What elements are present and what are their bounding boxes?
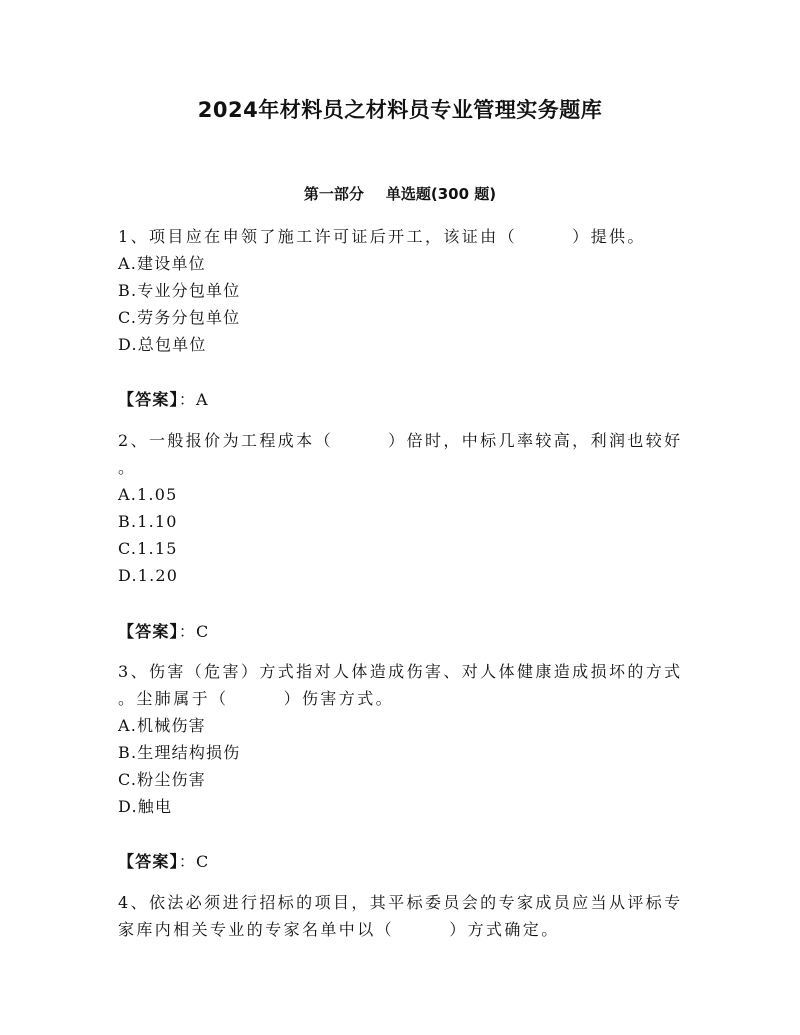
question-4-stem-line-2: 家库内相关专业的专家名单中以（ ）方式确定。 bbox=[118, 920, 560, 939]
section-name: 单选题(300 题) bbox=[385, 185, 497, 203]
answer-value: ：C bbox=[178, 622, 210, 641]
question-1-option-c: C.劳务分包单位 bbox=[118, 308, 241, 327]
question-3-option-a: A.机械伤害 bbox=[118, 716, 206, 735]
document-title: 2024年材料员之材料员专业管理实务题库 bbox=[197, 98, 603, 122]
answer-value: ：A bbox=[178, 390, 209, 409]
question-2-option-b: B.1.10 bbox=[118, 512, 178, 531]
section-part: 第一部分 bbox=[303, 185, 364, 203]
question-2-stem-line-1: 2、一般报价为工程成本（ ）倍时，中标几率较高，利润也较好 bbox=[118, 431, 683, 450]
question-2-stem-line-2: 。 bbox=[118, 458, 136, 477]
question-1-option-d: D.总包单位 bbox=[118, 335, 207, 354]
question-3-answer bbox=[118, 850, 209, 874]
section-title bbox=[0, 183, 800, 205]
question-2-option-a: A.1.05 bbox=[118, 485, 178, 504]
question-4-stem-line-1: 4、依法必须进行招标的项目，其平标委员会的专家成员应当从评标专 bbox=[118, 893, 683, 912]
question-1-option-b: B.专业分包单位 bbox=[118, 281, 241, 300]
question-3-option-d: D.触电 bbox=[118, 797, 173, 816]
question-1-answer bbox=[118, 388, 209, 412]
question-2-option-c: C.1.15 bbox=[118, 539, 178, 558]
question-3-stem-line-2: 。尘肺属于（ ）伤害方式。 bbox=[118, 689, 395, 708]
answer-label: 【答案】 bbox=[118, 852, 179, 871]
question-3-option-c: C.粉尘伤害 bbox=[118, 770, 206, 789]
question-3-stem-line-1: 3、伤害（危害）方式指对人体造成伤害、对人体健康造成损坏的方式 bbox=[118, 662, 683, 681]
question-2-answer bbox=[118, 620, 209, 644]
question-1-option-a: A.建设单位 bbox=[118, 254, 206, 273]
question-1-stem-line-1: 1、项目应在申领了施工许可证后开工，该证由（ ）提供。 bbox=[118, 227, 646, 246]
answer-label: 【答案】 bbox=[118, 390, 179, 409]
question-2-option-d: D.1.20 bbox=[118, 566, 179, 585]
question-3-option-b: B.生理结构损伤 bbox=[118, 743, 241, 762]
answer-value: ：C bbox=[178, 852, 210, 871]
answer-label: 【答案】 bbox=[118, 622, 179, 641]
